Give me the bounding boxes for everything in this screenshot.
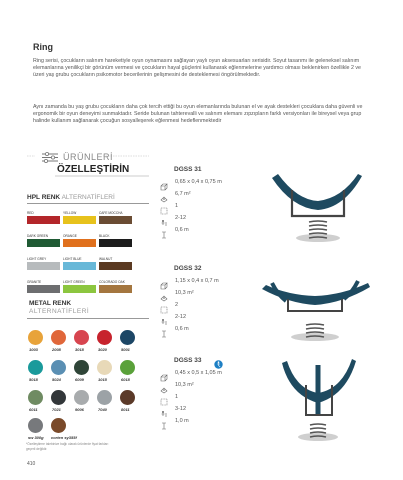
- hpl-swatch: [27, 234, 60, 247]
- hpl-swatch-color: [63, 216, 96, 224]
- metal-divider: [27, 318, 149, 319]
- hpl-swatch-label: WALNUT: [99, 257, 113, 261]
- metal-header-bold: METAL RENK: [29, 300, 72, 307]
- customize-line1: ÜRÜNLERİ: [63, 152, 114, 162]
- product-image-dgss31: [262, 168, 372, 246]
- metal-color-dot: [28, 418, 43, 433]
- metal-color-dot: [97, 360, 112, 375]
- hpl-swatch-color: [99, 262, 132, 270]
- metal-color-dot: [120, 330, 135, 345]
- hpl-swatch-color: [99, 285, 132, 293]
- product-image-dgss33: [270, 355, 365, 445]
- hpl-swatch-label: DARK GREEN: [27, 234, 49, 238]
- hpl-swatch-color: [27, 285, 60, 293]
- metal-color-dot: [97, 390, 112, 405]
- hpl-swatch-color: [27, 239, 60, 247]
- product-spec-value: 6,7 m²: [175, 191, 191, 197]
- age-icon: [160, 313, 168, 321]
- hpl-swatch-color: [99, 216, 132, 224]
- metal-color-dot: [74, 360, 89, 375]
- metal-color-code: 3018: [75, 347, 84, 352]
- product-spec-value: 0,65 x 0,4 x 0,75 m: [175, 179, 222, 185]
- hpl-swatch: [63, 257, 96, 270]
- metal-color-dot: [28, 390, 43, 405]
- capacity-icon: [160, 301, 168, 309]
- product-spec-value: 0,45 x 0,5 x 1,05 m: [175, 370, 222, 376]
- dimensions-icon: [160, 369, 168, 377]
- hpl-swatch: [63, 280, 96, 293]
- product-name: DGSS 31: [174, 166, 202, 173]
- metal-color-code: 6011: [29, 407, 38, 412]
- product-spec-value: 10,3 m²: [175, 290, 194, 296]
- hpl-swatch-label: LIGHT GREY: [27, 257, 47, 261]
- hpl-swatch-label: RED: [27, 211, 34, 215]
- hpl-swatch: [99, 280, 132, 293]
- hpl-divider: [27, 203, 149, 204]
- hpl-swatch-color: [27, 262, 60, 270]
- age-icon: [160, 214, 168, 222]
- hpl-swatch-label: COLORADO OAK: [99, 280, 125, 284]
- hpl-swatch-label: LIGHT GREEN: [63, 280, 85, 284]
- capacity-icon: [160, 393, 168, 401]
- metal-color-code: 1003: [29, 347, 38, 352]
- hpl-header-bold: HPL RENK: [27, 194, 61, 201]
- product-spec-value: 10,3 m²: [175, 382, 194, 388]
- hpl-swatch: [99, 257, 132, 270]
- metal-color-dot: [74, 330, 89, 345]
- metal-color-header: [29, 300, 89, 315]
- hpl-swatch: [27, 257, 60, 270]
- age-icon: [160, 405, 168, 413]
- hpl-header-normal: ALTERNATİFLERİ: [61, 194, 115, 201]
- settings-lines-icon: [41, 152, 59, 163]
- hpl-swatch-label: YELLOW: [63, 211, 77, 215]
- metal-color-code: corten sy355f: [51, 435, 77, 440]
- hpl-swatch-label: BLACK: [99, 234, 110, 238]
- product-spec-value: 1,15 x 0,4 x 0,7 m: [175, 278, 219, 284]
- metal-color-code: 8011: [121, 407, 130, 412]
- capacity-icon: [160, 202, 168, 210]
- metal-color-code: 1015: [98, 377, 107, 382]
- height-icon: [160, 226, 168, 234]
- metal-color-code: 7021: [52, 407, 61, 412]
- product-spec-value: 3-12: [175, 406, 187, 412]
- footnote: *Özelleştirme talebinize bağlı olarak ürünlerde fiyat farkları geçerli değildir.: [26, 442, 109, 451]
- page-title: Ring: [33, 42, 53, 52]
- height-icon: [160, 325, 168, 333]
- page-number: 410: [27, 461, 36, 467]
- customize-header: [27, 150, 149, 178]
- product-spec-value: 1,0 m: [175, 418, 189, 424]
- product-image-dgss32: [258, 275, 373, 345]
- metal-color-dot: [120, 390, 135, 405]
- hpl-swatch-color: [63, 262, 96, 270]
- product-spec-value: 1: [175, 203, 179, 209]
- metal-color-code: 7040: [98, 407, 107, 412]
- metal-color-dot: [28, 360, 43, 375]
- area-icon: [160, 381, 168, 389]
- metal-color-code: 9006: [75, 407, 84, 412]
- metal-color-dot: [51, 330, 66, 345]
- metal-color-dot: [51, 418, 66, 433]
- metal-color-code: 6009: [75, 377, 84, 382]
- hpl-swatch: [99, 211, 132, 224]
- metal-color-dot: [97, 330, 112, 345]
- product-spec-value: 0,6 m: [175, 227, 189, 233]
- hpl-swatch: [63, 234, 96, 247]
- hpl-swatch-color: [63, 285, 96, 293]
- accessibility-icon: [214, 356, 223, 365]
- hpl-swatch-label: GRANITE: [27, 280, 42, 284]
- metal-color-dot: [28, 330, 43, 345]
- metal-color-code: 5024: [52, 377, 61, 382]
- metal-color-dot: [51, 390, 66, 405]
- hpl-swatch: [27, 280, 60, 293]
- hpl-swatch-color: [99, 239, 132, 247]
- area-icon: [160, 190, 168, 198]
- customize-line2: ÖZELLEŞTİRİN: [57, 164, 130, 175]
- product-spec-value: 1: [175, 394, 179, 400]
- area-icon: [160, 289, 168, 297]
- hpl-swatch: [63, 211, 96, 224]
- hpl-color-header: [27, 194, 115, 201]
- product-spec-value: 2-12: [175, 314, 187, 320]
- hpl-swatch-label: LIGHT BLUE: [63, 257, 82, 261]
- hpl-swatch-label: ORANGE: [63, 234, 77, 238]
- metal-color-dot: [74, 390, 89, 405]
- product-name: DGSS 33: [174, 357, 202, 364]
- metal-color-code: 5001: [121, 347, 130, 352]
- intro-paragraph: Ring serisi, çocukların salınım hareketiyle oyun oynamasını sağlayan yaylı oyun aksesuarları serisidir. Soyut tasarımı ile geleneksel salınım elemanlarına yenilikçi bir görünüm vermesi ve çocukların hayal güçlerini kullanarak eğlenmelerine yardımcı olması beklenirken özellikle 2 ve üzeri yaş grubu çocukların psikomotor becerilerinin gelişmesini de desteklemesi öngörülmektedir.: [33, 58, 361, 79]
- product-spec-value: 0,6 m: [175, 326, 189, 332]
- dimensions-icon: [160, 277, 168, 285]
- hpl-swatch: [99, 234, 132, 247]
- product-spec-value: 2: [175, 302, 179, 308]
- metal-color-dot: [120, 360, 135, 375]
- metal-color-code: 3020: [98, 347, 107, 352]
- hpl-swatch-color: [63, 239, 96, 247]
- metal-header-normal: ALTERNATİFLERİ: [29, 307, 90, 315]
- hpl-swatch-color: [27, 216, 60, 224]
- dimensions-icon: [160, 178, 168, 186]
- metal-color-code: 6018: [121, 377, 130, 382]
- metal-color-code: sw 300g: [28, 435, 44, 440]
- metal-color-code: 5018: [29, 377, 38, 382]
- metal-color-dot: [51, 360, 66, 375]
- metal-color-code: 2008: [52, 347, 61, 352]
- product-name: DGSS 32: [174, 265, 202, 272]
- hpl-swatch-label: CAFE MOCCHA: [99, 211, 123, 215]
- detail-paragraph: Aynı zamanda bu yaş grubu çocukların daha çok tercih ettiği bu oyun elemanlarında bulunan el ve ayak destekleri çocuklara daha güvenli ve ergonomik bir oyun deneyimi sunmaktadır. Seride bulunan tahterevalli ve salınım elemanı zıpzıpların farklı versiyonları ile bireysel veya grup halinde kullanım sağlanarak çocuğun sosyalleşerek eğlenmesi hedeflenmektedir: [33, 104, 363, 125]
- height-icon: [160, 417, 168, 425]
- hpl-swatch: [27, 211, 60, 224]
- product-spec-value: 2-12: [175, 215, 187, 221]
